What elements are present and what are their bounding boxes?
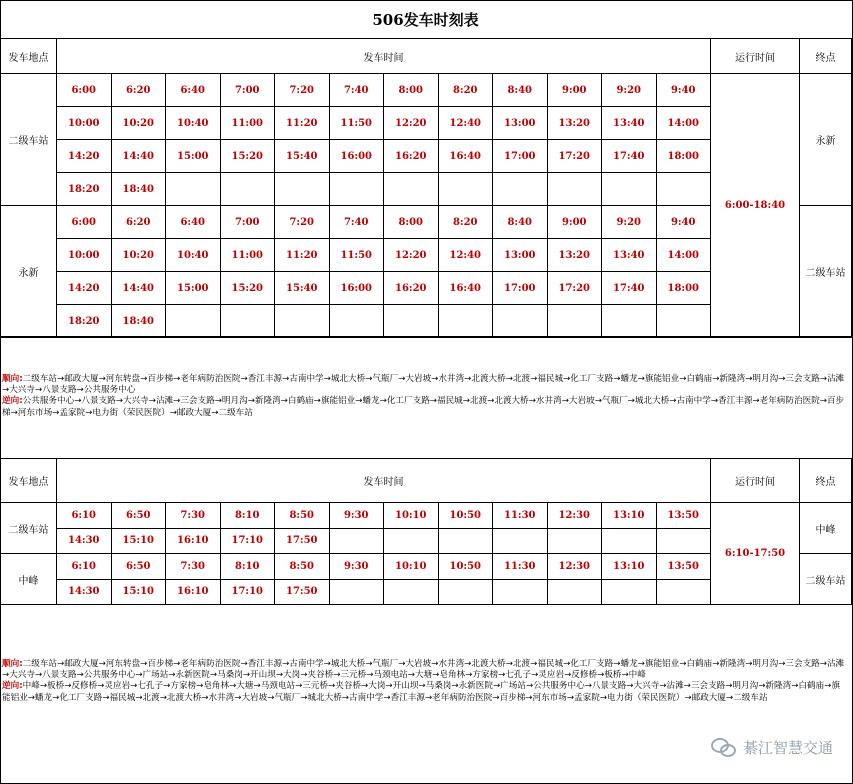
departure-time-cell: 8:00 <box>384 74 439 107</box>
departure-time-cell <box>602 528 657 554</box>
departure-time-cell <box>329 305 384 338</box>
departure-time-cell <box>656 579 711 605</box>
departure-time-cell: 14:20 <box>57 272 112 305</box>
departure-time-cell: 14:40 <box>111 272 166 305</box>
departure-time-cell: 7:30 <box>166 554 221 580</box>
departure-time-cell: 10:50 <box>438 554 493 580</box>
departure-time-cell: 9:00 <box>547 74 602 107</box>
departure-time-cell: 11:00 <box>220 107 275 140</box>
header-terminal: 终点 <box>800 459 852 503</box>
departure-time-cell: 16:20 <box>384 140 439 173</box>
departure-station: 中峰 <box>1 554 57 605</box>
departure-time-cell <box>493 528 548 554</box>
departure-time-cell <box>384 579 439 605</box>
departure-time-cell: 6:20 <box>111 74 166 107</box>
departure-time-cell: 7:00 <box>220 206 275 239</box>
departure-time-cell <box>547 305 602 338</box>
departure-time-cell: 10:10 <box>384 554 439 580</box>
header-times: 发车时间 <box>57 459 711 503</box>
schedule-table-1 <box>0 38 852 338</box>
departure-time-cell: 17:00 <box>493 140 548 173</box>
departure-time-cell: 6:20 <box>111 206 166 239</box>
departure-time-cell: 15:10 <box>111 528 166 554</box>
departure-time-cell: 12:20 <box>384 239 439 272</box>
departure-station: 二级车站 <box>1 74 57 206</box>
departure-time-cell: 6:00 <box>57 206 112 239</box>
departure-time-cell: 14:30 <box>57 528 112 554</box>
departure-time-cell: 13:50 <box>656 554 711 580</box>
departure-time-cell: 12:20 <box>384 107 439 140</box>
table-row <box>1 74 852 107</box>
departure-time-cell <box>384 305 439 338</box>
departure-time-cell: 14:00 <box>656 107 711 140</box>
departure-time-cell: 16:40 <box>438 272 493 305</box>
departure-time-cell: 17:10 <box>220 579 275 605</box>
departure-time-cell: 9:30 <box>329 554 384 580</box>
page-title: 506发车时刻表 <box>0 0 851 39</box>
departure-time-cell: 9:00 <box>547 206 602 239</box>
departure-time-cell: 18:20 <box>57 173 112 206</box>
departure-time-cell: 11:30 <box>493 503 548 529</box>
departure-time-cell: 13:00 <box>493 239 548 272</box>
departure-time-cell: 15:20 <box>220 272 275 305</box>
departure-time-cell <box>384 173 439 206</box>
departure-time-cell: 10:10 <box>384 503 439 529</box>
departure-time-cell: 12:40 <box>438 239 493 272</box>
departure-time-cell: 7:40 <box>329 206 384 239</box>
departure-time-cell <box>493 305 548 338</box>
departure-time-cell <box>438 528 493 554</box>
departure-time-cell: 10:50 <box>438 503 493 529</box>
departure-time-cell: 18:00 <box>656 272 711 305</box>
departure-time-cell <box>220 173 275 206</box>
divider <box>0 336 851 337</box>
departure-time-cell: 7:40 <box>329 74 384 107</box>
watermark-text: 綦江智慧交通 <box>742 738 833 757</box>
reverse-label: 逆向: <box>2 396 23 407</box>
departure-time-cell: 9:20 <box>602 74 657 107</box>
terminal-station: 二级车站 <box>800 206 852 338</box>
departure-time-cell: 8:00 <box>384 206 439 239</box>
departure-time-cell: 13:00 <box>493 107 548 140</box>
departure-time-cell: 12:30 <box>547 554 602 580</box>
departure-time-cell: 9:40 <box>656 206 711 239</box>
departure-time-cell <box>493 579 548 605</box>
forward-stops: 二级车站→邮政大厦→河东转盘→百步梯→老年病防治医院→香江丰源→古南中学→城北大桥→气瓶厂→大岩坡→水井湾→北渡大桥→北渡→福民城→化工厂支路→蟠龙→旗能铝业→白鹤庙→新隆湾→明月沟→三会支路→沾滩→大兴寺→八景支路→公共服务中心 <box>2 374 845 396</box>
departure-time-cell: 14:40 <box>111 140 166 173</box>
departure-time-cell <box>547 579 602 605</box>
departure-time-cell: 6:10 <box>57 554 112 580</box>
departure-time-cell: 8:20 <box>438 74 493 107</box>
forward-route <box>2 374 848 396</box>
departure-time-cell: 11:00 <box>220 239 275 272</box>
departure-time-cell <box>438 579 493 605</box>
departure-time-cell <box>220 305 275 338</box>
departure-time-cell <box>547 173 602 206</box>
departure-time-cell: 17:20 <box>547 140 602 173</box>
departure-time-cell: 6:50 <box>111 503 166 529</box>
departure-time-cell: 16:20 <box>384 272 439 305</box>
departure-time-cell <box>656 173 711 206</box>
departure-time-cell <box>438 173 493 206</box>
route-description-2 <box>2 659 848 704</box>
departure-time-cell: 6:10 <box>57 503 112 529</box>
departure-time-cell: 16:00 <box>329 140 384 173</box>
departure-time-cell: 16:10 <box>166 579 221 605</box>
departure-time-cell <box>656 305 711 338</box>
reverse-label: 逆向: <box>2 681 23 692</box>
departure-time-cell: 16:00 <box>329 272 384 305</box>
departure-time-cell <box>329 528 384 554</box>
wechat-icon <box>711 736 737 758</box>
departure-time-cell: 9:30 <box>329 503 384 529</box>
departure-time-cell <box>329 579 384 605</box>
departure-time-cell <box>166 173 221 206</box>
terminal-station: 中峰 <box>800 503 852 554</box>
departure-time-cell <box>602 579 657 605</box>
header-times: 发车时间 <box>57 39 711 74</box>
departure-time-cell <box>602 173 657 206</box>
departure-time-cell: 8:10 <box>220 554 275 580</box>
departure-time-cell: 12:40 <box>438 107 493 140</box>
departure-time-cell: 6:40 <box>166 206 221 239</box>
run-time-value: 6:10-17:50 <box>711 503 800 605</box>
terminal-station: 二级车站 <box>800 554 852 605</box>
departure-time-cell: 10:20 <box>111 239 166 272</box>
departure-time-cell: 17:50 <box>275 528 330 554</box>
departure-time-cell: 10:00 <box>57 107 112 140</box>
departure-time-cell: 13:40 <box>602 107 657 140</box>
reverse-stops: 中峰→板桥→反修桥→灵应岩→七孔子→方家榜→皂角林→大塘→马颈电站→三元桥→夹谷桥→大岗→开山坝→马桑岗→永新医院→广场站→公共服务中心→八景支路→大兴寺→沾滩→三会支路→明月沟→新隆湾→白鹤庙→旗能铝业→蟠龙→化工厂支路→福民城→北渡→北渡大桥→水井湾→大岩坡→气瓶厂→城北大桥→古南中学→香江丰源→老年病防治医院→百步梯→河东市场→孟家院→电力街（荣民医院）→邮政大厦→二级车站 <box>2 681 840 703</box>
departure-time-cell: 18:40 <box>111 173 166 206</box>
departure-time-cell: 7:20 <box>275 74 330 107</box>
departure-time-cell <box>493 173 548 206</box>
departure-time-cell: 15:40 <box>275 272 330 305</box>
departure-time-cell <box>547 528 602 554</box>
departure-time-cell: 17:00 <box>493 272 548 305</box>
departure-time-cell: 13:40 <box>602 239 657 272</box>
departure-time-cell: 7:00 <box>220 74 275 107</box>
table-row <box>1 503 852 529</box>
departure-time-cell: 15:20 <box>220 140 275 173</box>
departure-time-cell: 13:20 <box>547 239 602 272</box>
departure-time-cell: 13:50 <box>656 503 711 529</box>
departure-station: 二级车站 <box>1 503 57 554</box>
departure-time-cell: 11:50 <box>329 239 384 272</box>
departure-time-cell: 8:20 <box>438 206 493 239</box>
departure-time-cell: 18:40 <box>111 305 166 338</box>
departure-time-cell: 18:20 <box>57 305 112 338</box>
departure-time-cell: 16:40 <box>438 140 493 173</box>
departure-time-cell: 6:00 <box>57 74 112 107</box>
departure-time-cell: 10:00 <box>57 239 112 272</box>
departure-time-cell: 10:40 <box>166 107 221 140</box>
departure-time-cell: 12:30 <box>547 503 602 529</box>
header-place: 发车地点 <box>1 39 57 74</box>
departure-time-cell: 6:50 <box>111 554 166 580</box>
departure-time-cell: 11:20 <box>275 239 330 272</box>
departure-time-cell: 18:00 <box>656 140 711 173</box>
departure-station: 永新 <box>1 206 57 338</box>
departure-time-cell: 11:20 <box>275 107 330 140</box>
departure-time-cell <box>275 305 330 338</box>
departure-time-cell: 13:10 <box>602 503 657 529</box>
watermark <box>711 732 833 762</box>
forward-label: 顺向: <box>2 659 23 669</box>
departure-time-cell <box>329 173 384 206</box>
route-description-1 <box>2 374 848 419</box>
header-place: 发车地点 <box>1 459 57 503</box>
departure-time-cell: 10:20 <box>111 107 166 140</box>
run-time-value: 6:00-18:40 <box>711 74 800 338</box>
departure-time-cell: 8:50 <box>275 503 330 529</box>
forward-label: 顺向: <box>2 374 23 384</box>
departure-time-cell <box>656 528 711 554</box>
departure-time-cell: 17:20 <box>547 272 602 305</box>
departure-time-cell: 15:00 <box>166 272 221 305</box>
forward-stops: 二级车站→邮政大厦→河东转盘→百步梯→老年病防治医院→香江丰源→古南中学→城北大桥→气瓶厂→大岩坡→水井湾→北渡大桥→北渡→福民城→化工厂支路→蟠龙→旗能铝业→白鹤庙→新隆湾→明月沟→三会支路→沾滩→大兴寺→八景支路→公共服务中心→广场站→永新医院→马桑岗→开山坝→大岗→夹谷桥→三元桥→马颈电站→大塘→皂角林→方家榜→七孔子→灵应岩→反修桥→板桥→中峰 <box>2 659 845 681</box>
departure-time-cell: 14:20 <box>57 140 112 173</box>
departure-time-cell <box>602 305 657 338</box>
departure-time-cell: 9:40 <box>656 74 711 107</box>
departure-time-cell: 17:50 <box>275 579 330 605</box>
departure-time-cell: 15:00 <box>166 140 221 173</box>
departure-time-cell <box>438 305 493 338</box>
schedule-table-2 <box>0 458 852 605</box>
reverse-route <box>2 681 848 703</box>
departure-time-cell: 11:30 <box>493 554 548 580</box>
departure-time-cell: 15:10 <box>111 579 166 605</box>
reverse-route <box>2 396 848 418</box>
departure-time-cell: 16:10 <box>166 528 221 554</box>
departure-time-cell: 17:10 <box>220 528 275 554</box>
departure-time-cell: 14:00 <box>656 239 711 272</box>
header-run-time: 运行时间 <box>711 459 800 503</box>
header-run-time: 运行时间 <box>711 39 800 74</box>
departure-time-cell: 7:20 <box>275 206 330 239</box>
departure-time-cell: 7:30 <box>166 503 221 529</box>
departure-time-cell: 17:40 <box>602 272 657 305</box>
departure-time-cell: 6:40 <box>166 74 221 107</box>
departure-time-cell <box>384 528 439 554</box>
departure-time-cell: 11:50 <box>329 107 384 140</box>
departure-time-cell: 10:40 <box>166 239 221 272</box>
departure-time-cell: 8:10 <box>220 503 275 529</box>
header-terminal: 终点 <box>800 39 852 74</box>
reverse-stops: 公共服务中心→八景支路→大兴寺→沾滩→三会支路→明月沟→新隆湾→白鹤庙→旗能铝业→蟠龙→化工厂支路→福民城→北渡→北渡大桥→水井湾→大岩坡→气瓶厂→城北大桥→古南中学→香江丰源→老年病防治医院→百步梯→河东市场→孟家院→电力街（荣民医院）→邮政大厦→二级车站 <box>2 396 845 418</box>
departure-time-cell <box>275 173 330 206</box>
departure-time-cell: 8:40 <box>493 74 548 107</box>
departure-time-cell: 8:40 <box>493 206 548 239</box>
departure-time-cell: 17:40 <box>602 140 657 173</box>
departure-time-cell: 13:10 <box>602 554 657 580</box>
departure-time-cell: 14:30 <box>57 579 112 605</box>
departure-time-cell: 13:20 <box>547 107 602 140</box>
departure-time-cell: 15:40 <box>275 140 330 173</box>
terminal-station: 永新 <box>800 74 852 206</box>
departure-time-cell: 9:20 <box>602 206 657 239</box>
departure-time-cell <box>166 305 221 338</box>
forward-route <box>2 659 848 681</box>
departure-time-cell: 8:50 <box>275 554 330 580</box>
